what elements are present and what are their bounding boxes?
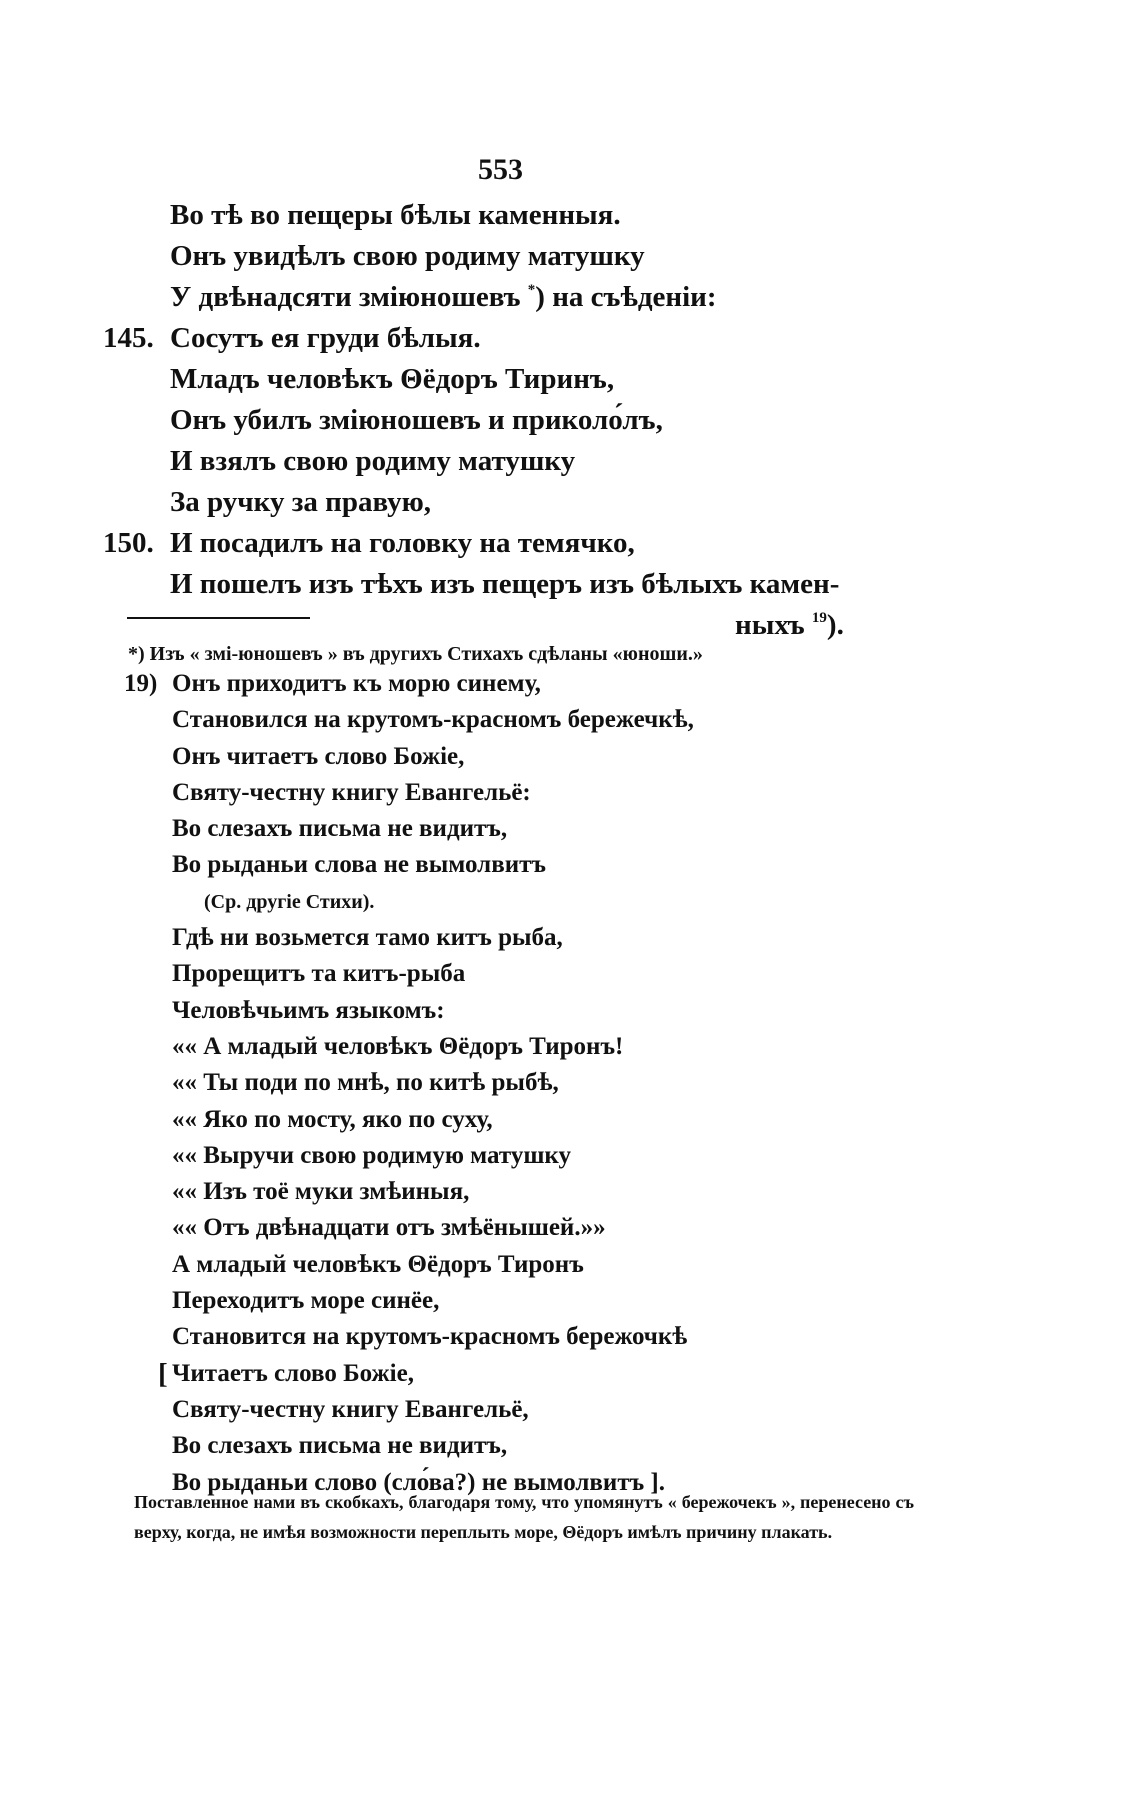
footnote-separator bbox=[127, 617, 310, 619]
verse-text: Во тѣ во пещеры бѣлы каменныя. bbox=[170, 199, 621, 231]
verse-text: И взялъ свою родиму матушку bbox=[170, 445, 576, 477]
verse-text-tail: ) на съѣденiи: bbox=[535, 281, 717, 313]
footnote-text: Во рыданьи слова не вымолвитъ bbox=[172, 851, 546, 879]
verse-text: У двѣнадсяти змiюношевъ bbox=[170, 281, 521, 313]
verse-text: Онъ убилъ змiюношевъ и приколо́лъ, bbox=[170, 404, 663, 436]
footnote-text: «« Отъ двѣнадцати отъ змѣёнышей.»» bbox=[172, 1214, 606, 1242]
footnote-text: «« Яко по мосту, яко по суху, bbox=[172, 1105, 493, 1133]
footnote-text: «« Ты поди по мнѣ, по китѣ рыбѣ, bbox=[172, 1069, 559, 1097]
footnote-text: Становится на крутомъ-красномъ бережочкѣ bbox=[172, 1323, 688, 1351]
footnote-text: Гдѣ ни возьмется тамо китъ рыба, bbox=[172, 924, 563, 952]
footnote-number: 19) bbox=[124, 670, 158, 697]
verse-text: Онъ увидѣлъ свою родиму матушку bbox=[170, 240, 645, 272]
verse-text: Сосутъ ея груди бѣлыя. bbox=[170, 322, 481, 354]
footnote-text: Во рыданьи слово (сло́ва?) не вымолвитъ ]. bbox=[172, 1468, 666, 1496]
footnote-text: Во слезахъ письма не видитъ, bbox=[172, 815, 508, 843]
line-number: 150. bbox=[103, 527, 154, 559]
verse-text: И пошелъ изъ тѣхъ изъ пещеръ изъ бѣлыхъ камен- bbox=[170, 568, 840, 600]
footnote-text: Человѣчьимъ языкомъ: bbox=[172, 996, 445, 1024]
footnote-text: Святу-честну книгу Евангельё: bbox=[172, 778, 531, 806]
footnote-text: Становился на крутомъ-красномъ бережечкѣ, bbox=[172, 706, 694, 734]
footnote-text: (Ср. другiе Стихи). bbox=[204, 890, 375, 913]
verse-text: За ручку за правую, bbox=[170, 486, 432, 518]
verse-text: И посадилъ на головку на темячко, bbox=[170, 527, 635, 559]
footnote-text: «« Выручи свою родимую матушку bbox=[172, 1141, 571, 1169]
editor-note: Поставленное нами въ скобкахъ, благодаря тому, что упомянутъ « бережочекъ », перенесено съ верху, когда, не имѣя возможности переплыть море, Θёдоръ имѣлъ причину плакать. bbox=[134, 1492, 914, 1542]
footnote-text: Во слезахъ письма не видитъ, bbox=[172, 1432, 508, 1460]
footnote-text: Читаетъ слово Божiе, bbox=[172, 1359, 414, 1387]
footnote-star: *) Изъ « змi-юношевъ » въ другихъ Стихахъ сдѣланы «юноши.» bbox=[128, 643, 703, 665]
footnote-mark: 19 bbox=[811, 610, 827, 626]
line-number: 145. bbox=[103, 322, 154, 354]
open-bracket: [ bbox=[158, 1357, 168, 1390]
footnote-text: Святу-честну книгу Евангельё, bbox=[172, 1395, 529, 1423]
verse-text: Младъ человѣкъ Θёдоръ Тиринъ, bbox=[170, 363, 615, 395]
footnote-text: Прорещитъ та китъ-рыба bbox=[172, 960, 466, 988]
footnote-text: Переходитъ море синёе, bbox=[172, 1287, 440, 1315]
footnote-mark: * bbox=[527, 282, 536, 298]
footnote-text: «« Изъ тоё муки змѣиныя, bbox=[172, 1178, 470, 1206]
footnote-text: А младый человѣкъ Θёдоръ Тиронъ bbox=[172, 1250, 584, 1278]
verse-text-with-footnote-mark bbox=[735, 605, 844, 646]
verse-text-with-footnote-mark bbox=[170, 277, 717, 318]
page-number: 553 bbox=[478, 153, 523, 186]
footnote-text: Онъ приходитъ къ морю синему, bbox=[172, 670, 541, 697]
verse-text: ныхъ bbox=[735, 609, 805, 641]
footnote-text: «« А младый человѣкъ Θёдоръ Тиронъ! bbox=[172, 1032, 624, 1060]
footnote-text: Онъ читаетъ слово Божiе, bbox=[172, 742, 465, 770]
verse-text-tail: ). bbox=[826, 609, 844, 641]
